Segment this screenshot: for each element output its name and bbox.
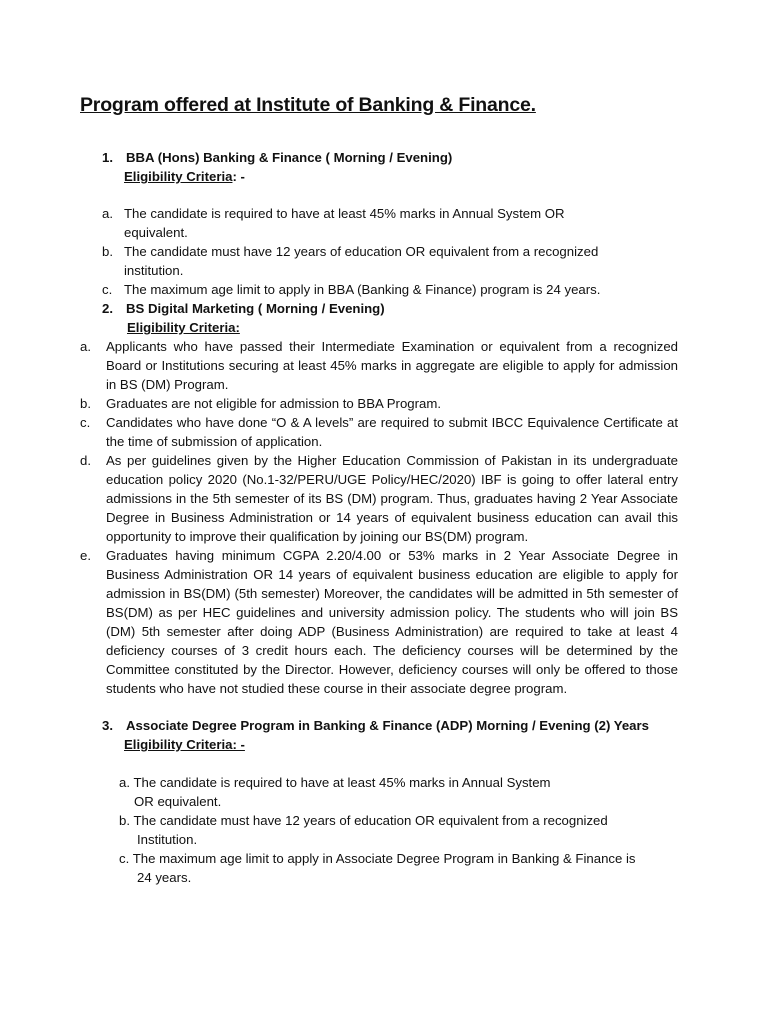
bs-dm-criteria-list xyxy=(80,337,678,698)
list-item xyxy=(119,773,679,811)
list-marker: a. xyxy=(102,206,113,221)
program-adp xyxy=(102,716,702,754)
list-item xyxy=(102,242,622,280)
list-text: Graduates are not eligible for admission to BBA Program. xyxy=(106,396,441,411)
adp-criteria-list xyxy=(119,773,679,887)
criteria-label xyxy=(102,318,662,337)
list-marker: e. xyxy=(80,548,91,563)
list-marker: d. xyxy=(80,453,91,468)
list-text: The candidate is required to have at least 45% marks in Annual System xyxy=(133,775,551,790)
list-text-continuation: 24 years. xyxy=(137,870,192,885)
list-marker: b. xyxy=(119,813,130,828)
criteria-label-text: Eligibility Criteria: xyxy=(127,320,240,335)
list-text: Applicants who have passed their Intermediate Examination or equivalent from a recognized Board or Institutions securing at least 45% marks in aggregate are eligible to apply for admission in BS (DM) Program. xyxy=(106,339,678,392)
list-text-continuation: OR equivalent. xyxy=(134,794,222,809)
list-item xyxy=(119,849,679,887)
program-bba xyxy=(102,148,662,186)
list-text: Graduates having minimum CGPA 2.20/4.00 or 53% marks in 2 Year Associate Degree in Business Administration OR 14 years of equivalent business education are eligible to apply for admission in BS(DM) (5th semester) Moreover, the candidates will be admitted in 5th semester of BS(DM) as per HEC guidelines and university admission policy. The students who will join BS (DM) 5th semester after doing ADP (Business Administration) are required to take at least 4 deficiency courses of 3 credit hours each. The deficiency courses will be determined by the Committee constituted by the Director. However, deficiency courses will only be offered to those students who have not studied these course in their associate degree program. xyxy=(106,548,678,696)
program-number: 3. xyxy=(102,718,113,733)
list-marker: a. xyxy=(80,339,91,354)
list-item xyxy=(80,337,678,394)
list-item xyxy=(80,546,678,698)
list-item xyxy=(102,280,622,299)
program-title: Associate Degree Program in Banking & Finance (ADP) Morning / Evening (2) Years xyxy=(126,718,649,733)
criteria-label-text: Eligibility Criteria xyxy=(124,169,233,184)
list-item xyxy=(80,413,678,451)
criteria-label-text: Eligibility Criteria: - xyxy=(124,737,245,752)
program-title: BBA (Hons) Banking & Finance ( Morning / Evening) xyxy=(126,150,453,165)
program-number: 1. xyxy=(102,150,113,165)
list-text-continuation: Institution. xyxy=(137,832,198,847)
document-title: Program offered at Institute of Banking & Finance. xyxy=(80,94,536,116)
list-marker: a. xyxy=(119,775,130,790)
program-bs-dm xyxy=(102,299,662,337)
program-number: 2. xyxy=(102,301,113,316)
list-item xyxy=(80,394,678,413)
list-text: The maximum age limit to apply in Associate Degree Program in Banking & Finance is xyxy=(132,851,636,866)
list-item xyxy=(80,451,678,546)
list-marker: b. xyxy=(80,396,91,411)
list-marker: c. xyxy=(80,415,91,430)
list-text: The candidate must have 12 years of education OR equivalent from a recognized xyxy=(133,813,608,828)
program-heading xyxy=(102,716,702,735)
program-heading xyxy=(102,299,662,318)
list-text: As per guidelines given by the Higher Education Commission of Pakistan in its undergraduate education policy 2020 (No.1-32/PERU/UGE Policy/HEC/2020) IBF is going to offer lateral entry admissions in the 5th semester of its BS (DM) program. Thus, graduates having 2 Year Associate Degree in Business Administration or 14 years of equivalent business education can avail this opportunity to improve their qualification by joining our BS(DM) program. xyxy=(106,453,678,544)
list-text: The maximum age limit to apply in BBA (Banking & Finance) program is 24 years. xyxy=(124,282,601,297)
list-marker: c. xyxy=(102,282,113,297)
program-title: BS Digital Marketing ( Morning / Evening) xyxy=(126,301,385,316)
criteria-label xyxy=(102,735,702,754)
list-item xyxy=(102,204,622,242)
list-item xyxy=(119,811,679,849)
list-marker: c. xyxy=(119,851,130,866)
bba-criteria-list xyxy=(102,204,622,299)
list-marker: b. xyxy=(102,244,113,259)
list-text: The candidate is required to have at least 45% marks in Annual System OR equivalent. xyxy=(124,206,565,240)
list-text: Candidates who have done “O & A levels” are required to submit IBCC Equivalence Certificate at the time of submission of application. xyxy=(106,415,678,449)
program-heading xyxy=(102,148,662,167)
criteria-label-suffix: : - xyxy=(232,169,245,184)
list-text: The candidate must have 12 years of education OR equivalent from a recognized institution. xyxy=(124,244,599,278)
criteria-label xyxy=(102,167,662,186)
